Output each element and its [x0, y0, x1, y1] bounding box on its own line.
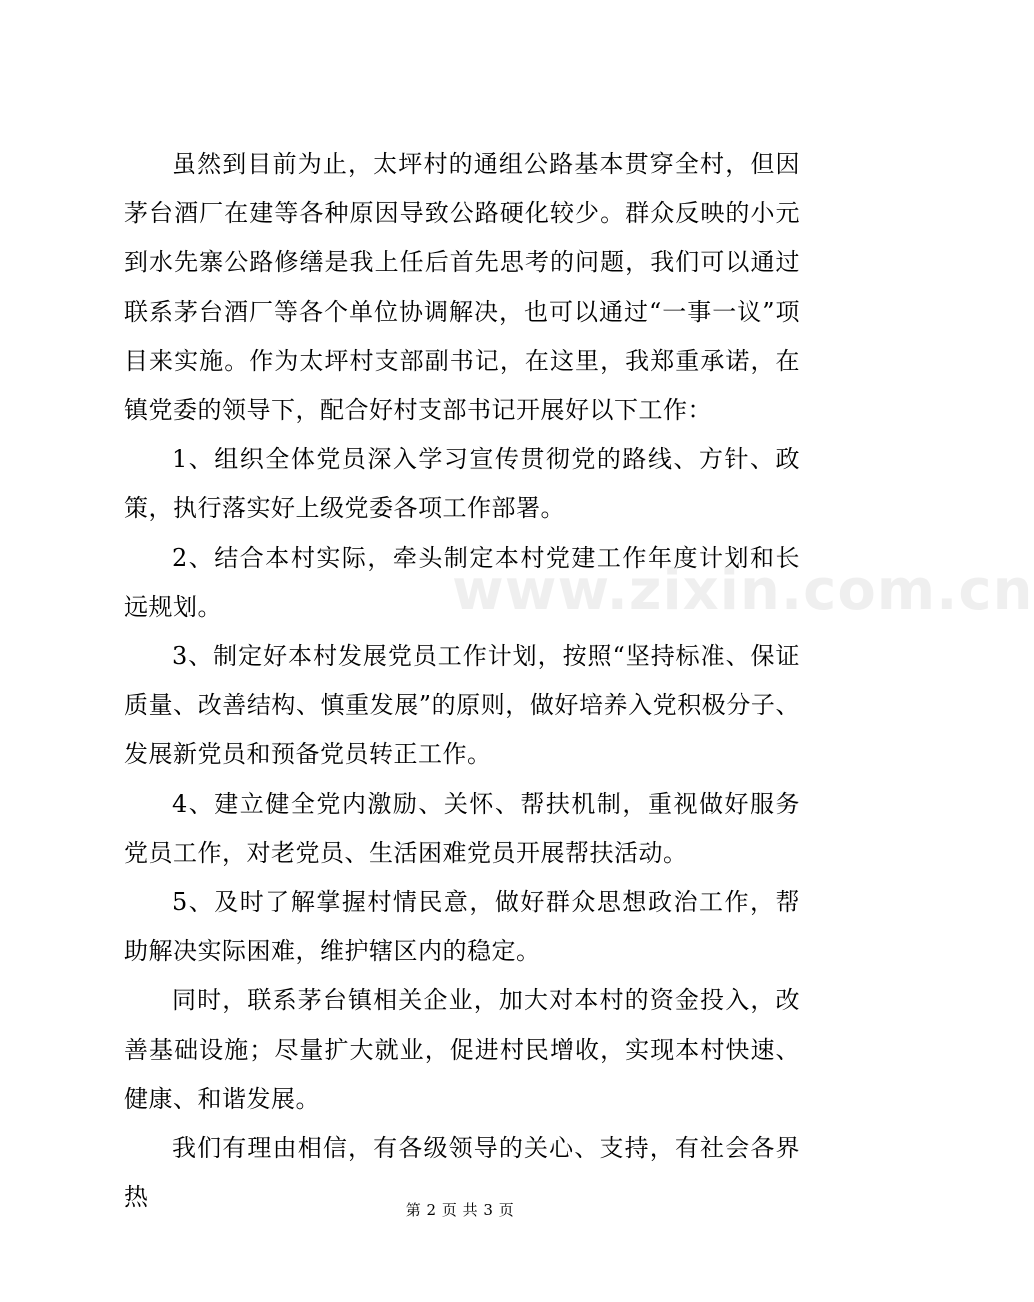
document-body: [124, 140, 800, 1222]
paragraph-meanwhile: 同时，联系茅台镇相关企业，加大对本村的资金投入，改善基础设施；尽量扩大就业，促进村民增收，实现本村快速、健康、和谐发展。: [124, 986, 800, 1113]
paragraph-item-2: 2、结合本村实际，牵头制定本村党建工作年度计划和长远规划。: [124, 543, 800, 621]
paragraph-closing: 我们有理由相信，有各级领导的关心、支持，有社会各界热: [124, 1134, 800, 1212]
page-footer: 第 2 页 共 3 页: [405, 1201, 515, 1219]
paragraph-item-3: 3、制定好本村发展党员工作计划，按照“坚持标准、保证质量、改善结构、慎重发展”的原则，做好培养入党积极分子、发展新党员和预备党员转正工作。: [124, 642, 800, 769]
watermark: www.zixin.com.cn: [452, 558, 1034, 623]
paragraph-intro: 虽然到目前为止，太坪村的通组公路基本贯穿全村，但因茅台酒厂在建等各种原因导致公路硬化较少。群众反映的小元到水先寨公路修缮是我上任后首先思考的问题，我们可以通过联系茅台酒厂等各个单位协调解决，也可以通过“一事一议”项目来实施。作为太坪村支部副书记，在这里，我郑重承诺，在镇党委的领导下，配合好村支部书记开展好以下工作：: [124, 150, 800, 425]
paragraph-item-4: 4、建立健全党内激励、关怀、帮扶机制，重视做好服务党员工作，对老党员、生活困难党员开展帮扶活动。: [124, 789, 800, 867]
paragraph-item-5: 5、及时了解掌握村情民意，做好群众思想政治工作，帮助解决实际困难，维护辖区内的稳定。: [124, 888, 800, 966]
paragraph-item-1: 1、组织全体党员深入学习宣传贯彻党的路线、方针、政策，执行落实好上级党委各项工作部署。: [124, 445, 800, 523]
